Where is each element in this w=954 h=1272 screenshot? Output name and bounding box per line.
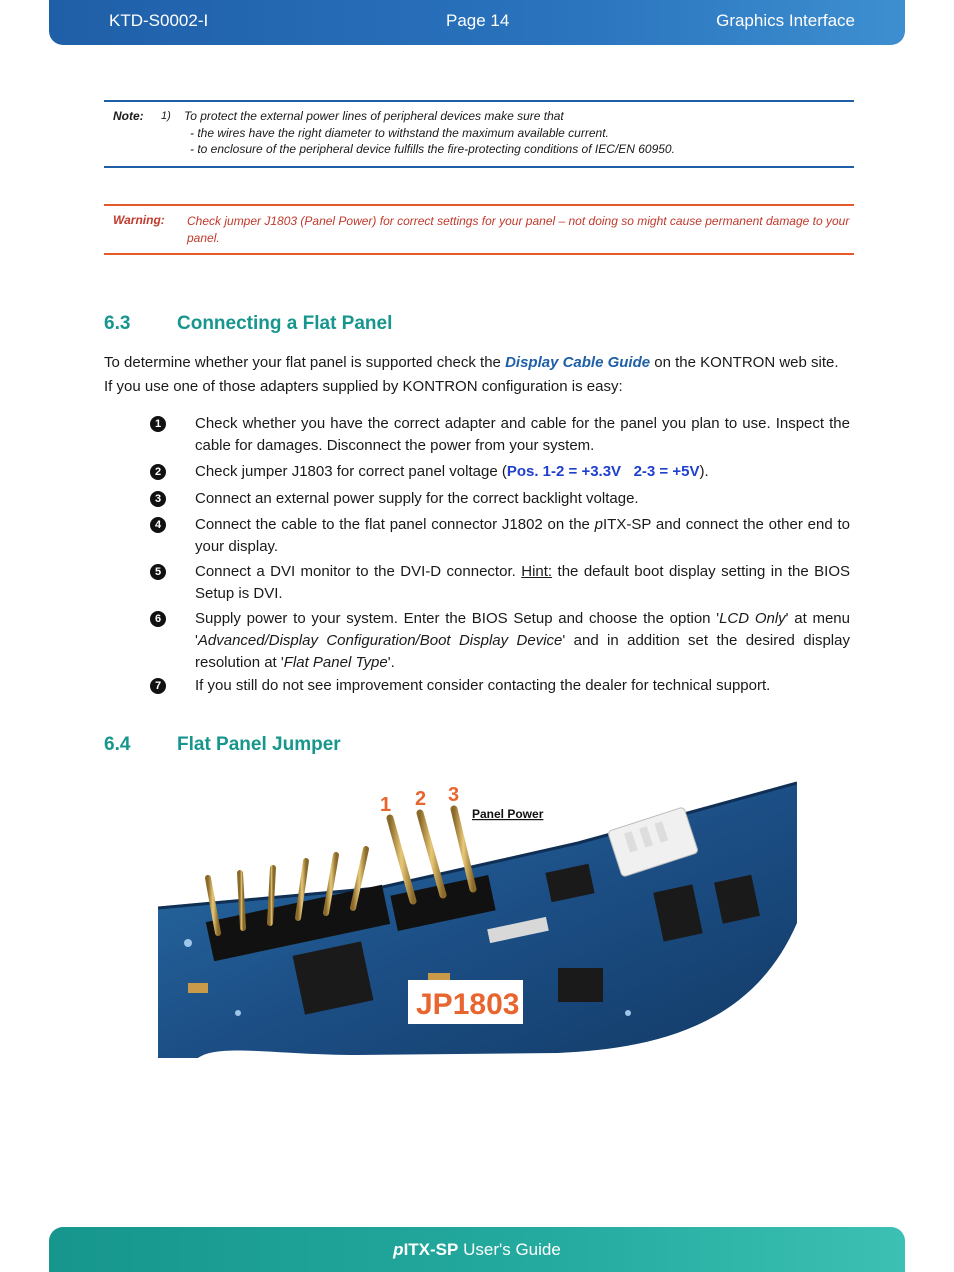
footer-title: pITX-SP User's Guide (393, 1240, 561, 1259)
step-text: Connect an external power supply for the correct backlight voltage. (195, 490, 639, 507)
step-text: Check jumper J1803 for correct panel voltage (Pos. 1-2 = +3.3V 2-3 = +5V). (195, 463, 709, 480)
panel-power-label: Panel Power (472, 807, 544, 821)
warning-box (104, 204, 854, 255)
hint-label: Hint: (521, 563, 553, 580)
note-line: - to enclosure of the peripheral device fulfills the fire-protecting conditions of IEC/EN 60950. (190, 142, 675, 156)
step-text: Connect a DVI monitor to the DVI-D connector. Hint: the default boot display setting in the BIOS Setup is DVI. (195, 563, 851, 602)
note-line: - the wires have the right diameter to withstand the maximum available current. (190, 126, 609, 140)
intro-text: To determine whether your flat panel is supported check the (104, 354, 506, 371)
warning-label: Warning: (113, 213, 165, 227)
section-title: Flat Panel Jumper (177, 734, 341, 755)
board-photo (158, 773, 797, 1058)
page-header (49, 0, 905, 45)
display-cable-guide-link[interactable]: Display Cable Guide (505, 354, 651, 371)
header-section: Graphics Interface (716, 11, 855, 30)
step-text: Supply power to your system. Enter the BIOS Setup and choose the option 'LCD Only' at menu 'Advanced/Display Configuration/Boot Display Device' and in addition set the desired display resolution at 'Flat Panel Type'. (195, 610, 850, 671)
step-marker: 4 (150, 517, 166, 533)
warning-text: Check jumper J1803 (Panel Power) for correct settings for your panel – not doing so might cause permanent damage to your panel. (187, 214, 850, 245)
step-marker: 3 (150, 491, 166, 507)
note-line: To protect the external power lines of peripheral devices make sure that (184, 109, 564, 123)
intro-text: If you use one of those adapters supplied by KONTRON configuration is easy: (104, 378, 623, 395)
jp1803-label: JP1803 (416, 988, 520, 1021)
voltage-setting: Pos. 1-2 = +3.3V 2-3 = +5V (506, 463, 700, 480)
step-marker: 2 (150, 464, 166, 480)
step-marker: 7 (150, 678, 166, 694)
note-box (104, 100, 854, 168)
step-text: If you still do not see improvement consider contacting the dealer for technical support. (195, 677, 771, 694)
intro-text: on the KONTRON web site. (650, 354, 839, 371)
note-label: Note: (113, 109, 144, 123)
page-number: Page 14 (446, 11, 510, 30)
intro-paragraph (104, 351, 864, 399)
section-number: 6.3 (104, 313, 131, 334)
section-number: 6.4 (104, 734, 131, 755)
pin-1-label: 1 (380, 794, 392, 816)
step-marker: 1 (150, 416, 166, 432)
section-title: Connecting a Flat Panel (177, 313, 393, 334)
page-footer (49, 1227, 905, 1272)
step-marker: 6 (150, 611, 166, 627)
step-text: Check whether you have the correct adapter and cable for the panel you plan to use. Inspect the cable for damages. Disconnect the power from your system. (195, 415, 850, 454)
doc-id: KTD-S0002-I (109, 11, 209, 30)
pin-3-label: 3 (448, 784, 460, 806)
step-text: Connect the cable to the flat panel connector J1802 on the pITX-SP and connect the other end to your display. (195, 516, 850, 555)
step-marker: 5 (150, 564, 166, 580)
note-number: 1) (161, 110, 171, 122)
pin-2-label: 2 (415, 788, 427, 810)
